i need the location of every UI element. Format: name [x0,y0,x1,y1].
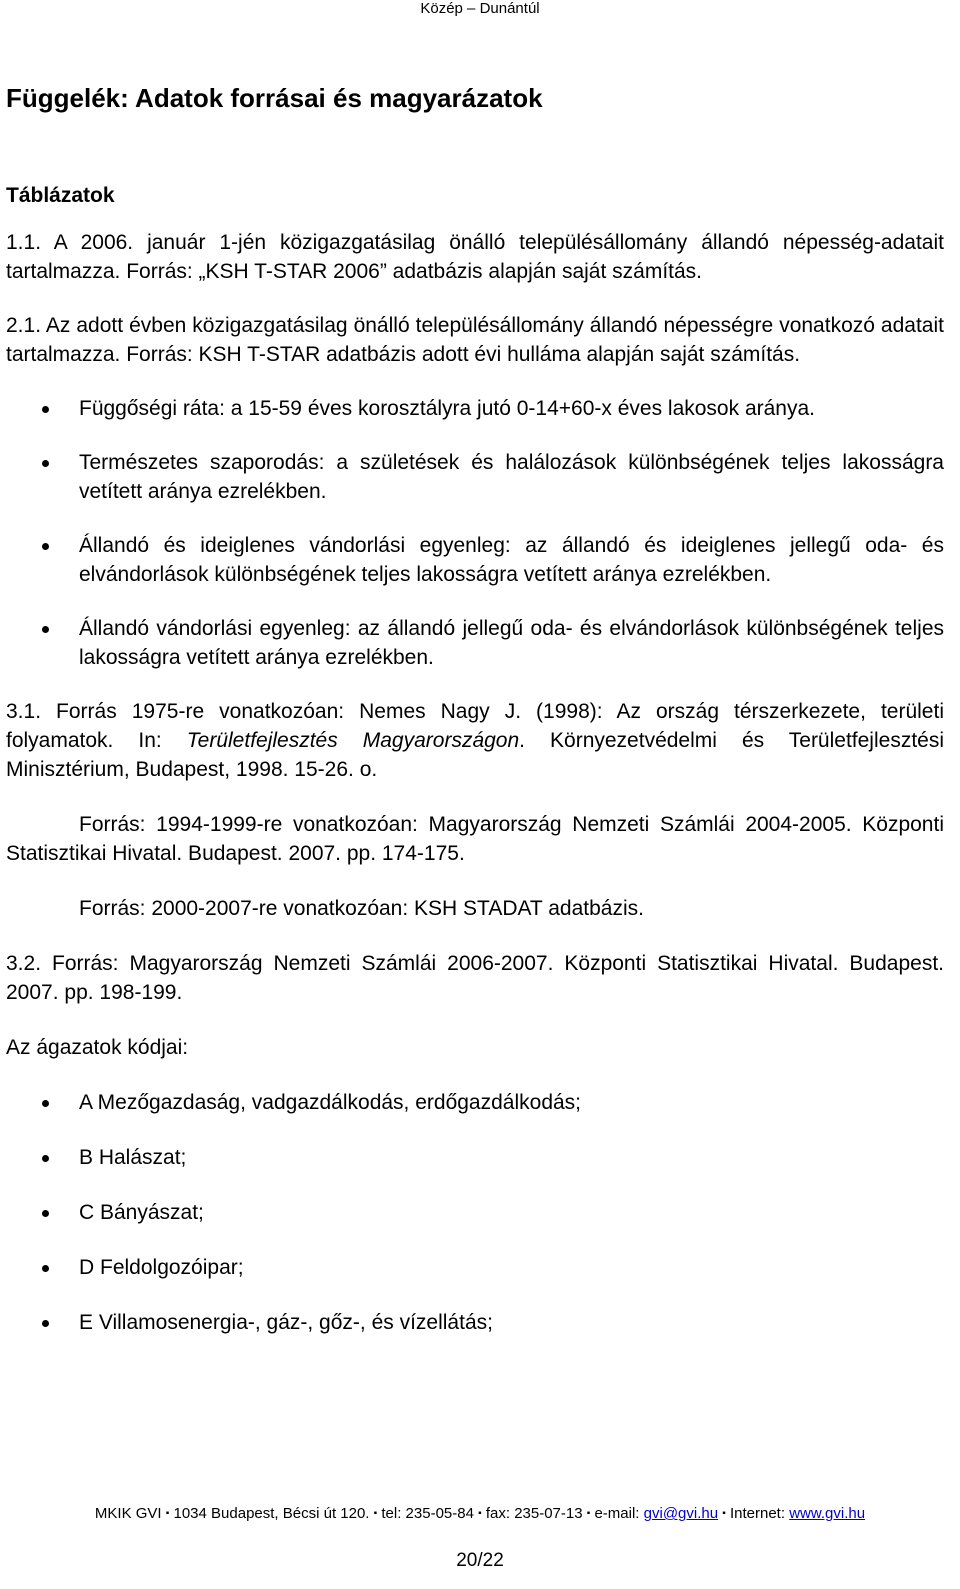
paragraph-2-1: 2.1. Az adott évben közigazgatásilag önálló településállomány állandó népességre vonatkozó adatait tartalmazza. Forrás: KSH T-STAR adatbázis adott évi hulláma alapján saját számítás. [6,314,944,366]
separator-icon: ▪ [722,1508,726,1519]
bullet-icon [42,1320,49,1327]
bullet-icon [42,543,49,550]
bullet-icon [42,1210,49,1217]
separator-icon: ▪ [165,1508,170,1519]
footer-tel: tel: 235-05-84 [381,1505,474,1522]
separator-icon: ▪ [586,1508,591,1519]
list-item: Állandó és ideiglenes vándorlási egyenleg: az állandó és ideiglenes jellegű oda- és elvándorlások különbségének teljes lakosságra vetített aránya ezrelékben. [6,531,944,589]
footer-fax: fax: 235-07-13 [485,1505,583,1522]
footer-address: 1034 Budapest, Bécsi út 120. [173,1505,370,1522]
email-link[interactable]: gvi@gvi.hu [643,1505,719,1522]
footer-email-label: e-mail: [594,1505,640,1522]
footer-org: MKIK GVI [94,1505,162,1522]
page-title: Függelék: Adatok forrásai és magyarázatok [6,83,543,113]
sector-codes-list [6,1088,944,1337]
list-item: D Feldolgozóipar; [6,1253,944,1282]
bullet-icon [42,1155,49,1162]
bullet-icon [42,626,49,633]
list-item: C Bányászat; [6,1198,944,1227]
list-item: E Villamosenergia-, gáz-, gőz-, és vízellátás; [6,1308,944,1337]
website-link[interactable]: www.gvi.hu [789,1505,866,1522]
bullet-icon [42,1265,49,1272]
section-heading: Táblázatok [6,184,115,207]
codes-title: Az ágazatok kódjai: [6,1036,189,1059]
page-number: 20/22 [456,1550,504,1571]
bullet-icon [42,460,49,467]
footer-internet-label: Internet: [729,1505,786,1522]
paragraph-3-1-c: Forrás: 2000-2007-re vonatkozóan: KSH STADAT adatbázis. [79,897,644,920]
paragraph-3-2: 3.2. Forrás: Magyarország Nemzeti Számlái 2006-2007. Központi Statisztikai Hivatal. Budapest. 2007. pp. 198-199. [6,952,944,1004]
page-footer [0,1504,960,1524]
book-title: Területfejlesztés Magyarországon [186,729,520,752]
separator-icon: ▪ [373,1508,378,1519]
list-item: B Halászat; [6,1143,944,1172]
paragraph-1-1: 1.1. A 2006. január 1-jén közigazgatásilag önálló településállomány állandó népesség-adatait tartalmazza. Forrás: „KSH T-STAR 2006” adatbázis alapján saját számítás. [6,231,944,283]
definitions-list [6,394,944,672]
document-body [6,78,944,1363]
list-item: A Mezőgazdaság, vadgazdálkodás, erdőgazdálkodás; [6,1088,944,1117]
bullet-icon [42,1100,49,1107]
bullet-icon [42,406,49,413]
separator-icon: ▪ [478,1508,482,1519]
paragraph-3-1: 3.1. Forrás 1975-re vonatkozóan: Nemes Nagy J. (1998): Az ország térszerkezete, területi folyamatok. In: Területfejlesztés Magyarországon. Környezetvédelmi és Területfejlesztési Minisztérium, Budapest, 1998. 15-26. o. [6,700,944,781]
running-header: Közép – Dunántúl [420,0,540,17]
paragraph-3-1-b: Forrás: 1994-1999-re vonatkozóan: Magyarország Nemzeti Számlái 2004-2005. Központi Statisztikai Hivatal. Budapest. 2007. pp. 174-175. [6,813,944,865]
list-item: Természetes szaporodás: a születések és halálozások különbségének teljes lakosságra vetített aránya ezrelékben. [6,448,944,506]
list-item: Függőségi ráta: a 15-59 éves korosztályra jutó 0-14+60-x éves lakosok aránya. [6,394,944,423]
list-item: Állandó vándorlási egyenleg: az állandó jellegű oda- és elvándorlások különbségének teljes lakosságra vetített aránya ezrelékben. [6,614,944,672]
